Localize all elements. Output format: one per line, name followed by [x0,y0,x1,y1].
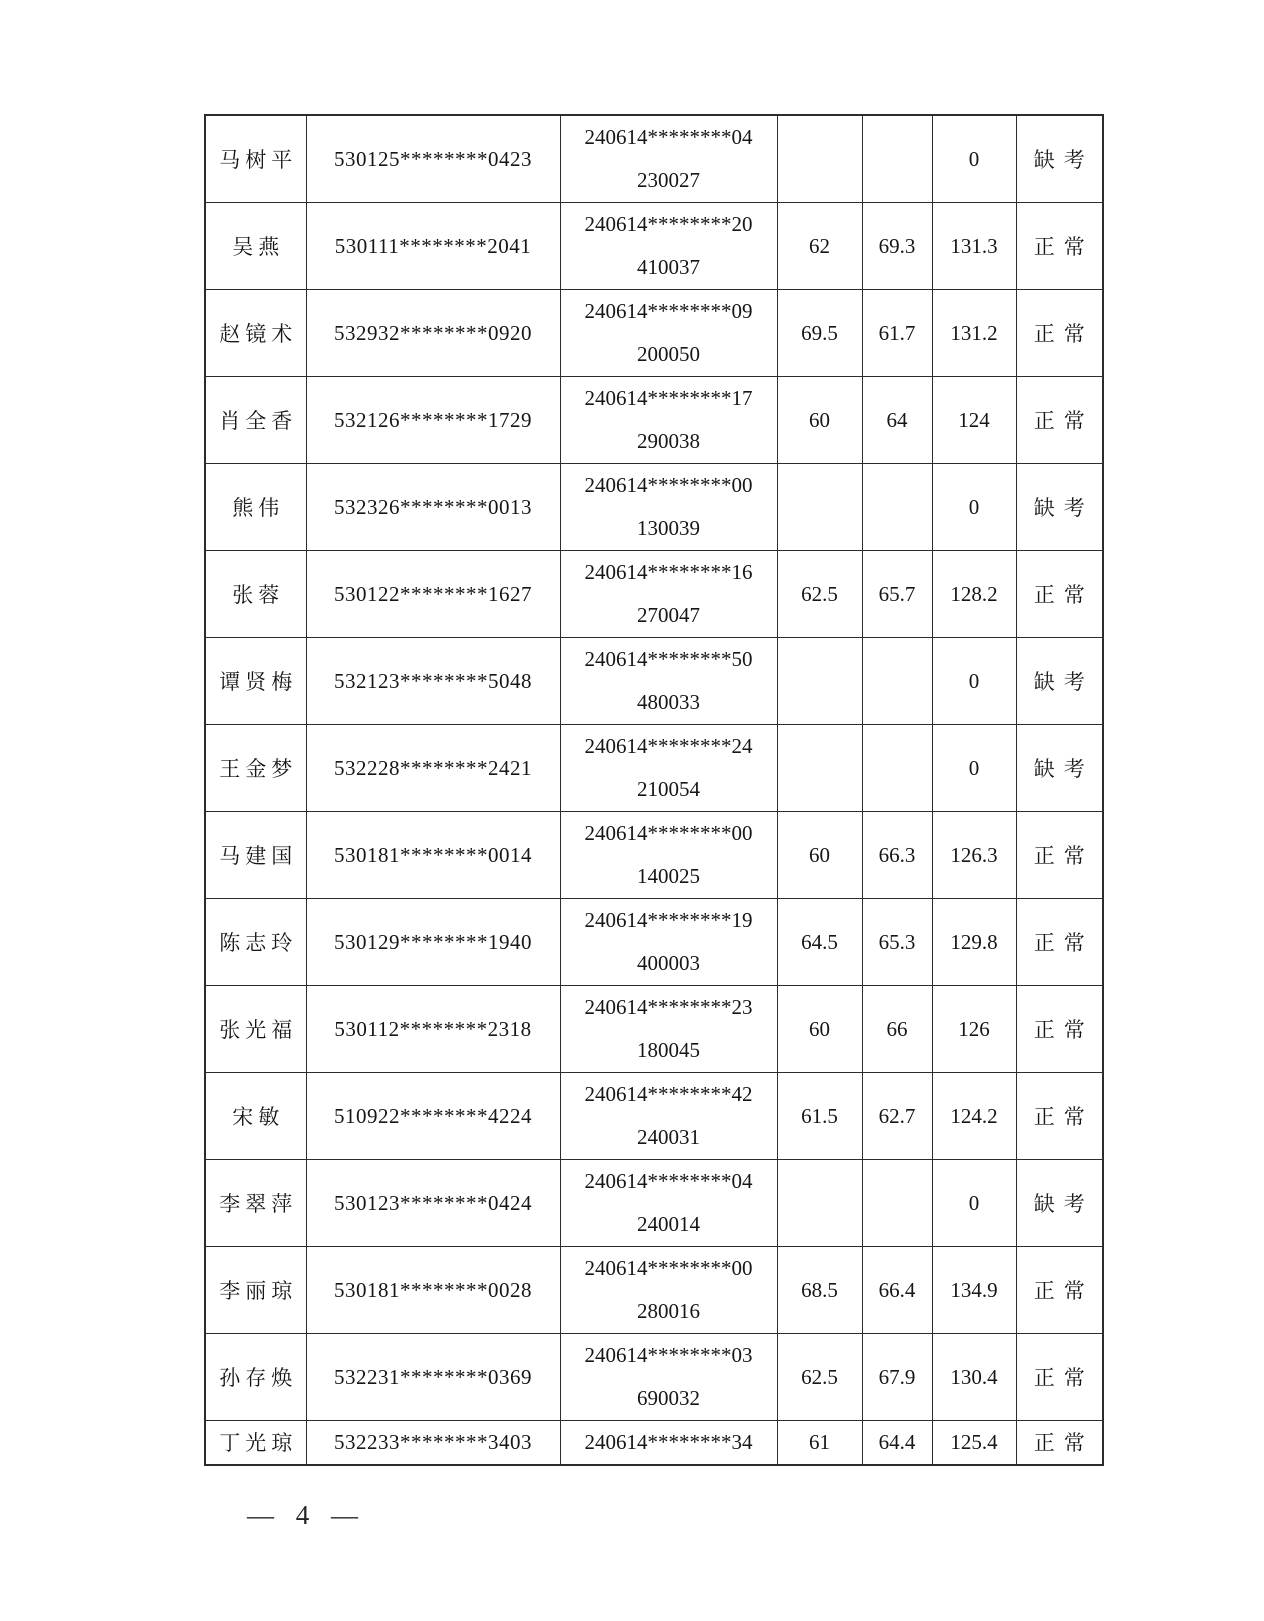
exam-number-lines [561,1430,777,1455]
interview-score-cell [862,638,932,725]
name-cell: 陈志玲 [205,899,306,986]
exam-number-line2: 140025 [637,864,700,888]
id-number-cell: 530125********0423 [306,115,560,203]
written-score-cell [777,464,862,551]
status-cell: 正常 [1016,290,1103,377]
total-score-cell: 0 [932,725,1016,812]
written-score-cell [777,725,862,812]
written-score-cell: 68.5 [777,1247,862,1334]
exam-number-line2: 280016 [637,1299,700,1323]
written-score-cell [777,638,862,725]
status-cell: 正常 [1016,377,1103,464]
name-cell: 李翠萍 [205,1160,306,1247]
exam-number-lines [561,377,777,463]
written-score-cell: 60 [777,986,862,1073]
exam-number-lines [561,464,777,550]
exam-number-line1: 240614********00 [584,1256,753,1280]
exam-number-line2: 230027 [637,168,700,192]
exam-number-line2: 290038 [637,429,700,453]
written-score-cell: 61.5 [777,1073,862,1160]
exam-number-lines [561,986,777,1072]
exam-number-line2: 400003 [637,951,700,975]
id-number-cell: 532123********5048 [306,638,560,725]
total-score-cell: 126.3 [932,812,1016,899]
status-cell: 缺考 [1016,464,1103,551]
interview-score-cell: 66.3 [862,812,932,899]
exam-number-line1: 240614********16 [584,560,753,584]
total-score-cell: 124 [932,377,1016,464]
exam-number-line1: 240614********42 [584,1082,753,1106]
status-cell: 正常 [1016,1334,1103,1421]
exam-number-cell [560,899,777,986]
exam-number-cell [560,1160,777,1247]
total-score-cell: 0 [932,1160,1016,1247]
exam-number-line1: 240614********50 [584,647,753,671]
exam-results-table [204,114,1104,1466]
name-cell: 熊伟 [205,464,306,551]
exam-number-line1: 240614********17 [584,386,753,410]
exam-number-line2: 240031 [637,1125,700,1149]
exam-number-line1: 240614********00 [584,473,753,497]
id-number-cell: 530181********0028 [306,1247,560,1334]
exam-number-cell [560,1247,777,1334]
total-score-cell: 131.3 [932,203,1016,290]
exam-number-cell [560,551,777,638]
id-number-cell: 532228********2421 [306,725,560,812]
exam-number-line2: 690032 [637,1386,700,1410]
table-row [205,203,1103,290]
exam-number-line2: 180045 [637,1038,700,1062]
id-number-cell: 530129********1940 [306,899,560,986]
exam-number-lines [561,1334,777,1420]
total-score-cell: 0 [932,464,1016,551]
page-number: — 4 — [247,1500,358,1530]
status-cell: 缺考 [1016,115,1103,203]
name-cell: 宋敏 [205,1073,306,1160]
status-cell: 正常 [1016,203,1103,290]
status-cell: 正常 [1016,812,1103,899]
status-cell: 正常 [1016,1073,1103,1160]
interview-score-cell: 64 [862,377,932,464]
exam-number-lines [561,1247,777,1333]
id-number-cell: 532231********0369 [306,1334,560,1421]
name-cell: 马树平 [205,115,306,203]
written-score-cell: 60 [777,377,862,464]
status-cell: 正常 [1016,1421,1103,1465]
written-score-cell: 69.5 [777,290,862,377]
table-row [205,1073,1103,1160]
status-cell: 正常 [1016,551,1103,638]
exam-number-lines [561,116,777,202]
total-score-cell: 129.8 [932,899,1016,986]
exam-number-lines [561,899,777,985]
id-number-cell: 532233********3403 [306,1421,560,1465]
interview-score-cell: 65.3 [862,899,932,986]
exam-number-line1: 240614********04 [584,125,753,149]
exam-number-cell [560,812,777,899]
exam-number-cell [560,1073,777,1160]
exam-number-line2: 480033 [637,690,700,714]
written-score-cell: 64.5 [777,899,862,986]
status-cell: 正常 [1016,1247,1103,1334]
exam-number-line1: 240614********09 [584,299,753,323]
id-number-cell: 530111********2041 [306,203,560,290]
exam-number-lines [561,638,777,724]
exam-number-cell [560,203,777,290]
exam-number-lines [561,551,777,637]
status-cell: 正常 [1016,986,1103,1073]
exam-number-lines [561,203,777,289]
id-number-cell: 532932********0920 [306,290,560,377]
exam-number-line2: 240014 [637,1212,700,1236]
interview-score-cell: 65.7 [862,551,932,638]
table-row [205,551,1103,638]
name-cell: 李丽琼 [205,1247,306,1334]
table-row [205,1160,1103,1247]
exam-number-cell [560,986,777,1073]
id-number-cell: 530112********2318 [306,986,560,1073]
name-cell: 马建国 [205,812,306,899]
written-score-cell: 62.5 [777,1334,862,1421]
total-score-cell: 134.9 [932,1247,1016,1334]
name-cell: 张光福 [205,986,306,1073]
interview-score-cell [862,1160,932,1247]
exam-number-line1: 240614********00 [584,821,753,845]
written-score-cell: 62 [777,203,862,290]
exam-number-cell [560,1334,777,1421]
exam-number-line1: 240614********20 [584,212,753,236]
name-cell: 王金梦 [205,725,306,812]
results-table-body [205,115,1103,1465]
written-score-cell: 62.5 [777,551,862,638]
id-number-cell: 510922********4224 [306,1073,560,1160]
interview-score-cell [862,115,932,203]
table-row [205,464,1103,551]
interview-score-cell: 69.3 [862,203,932,290]
status-cell: 缺考 [1016,1160,1103,1247]
status-cell: 正常 [1016,899,1103,986]
total-score-cell: 125.4 [932,1421,1016,1465]
total-score-cell: 131.2 [932,290,1016,377]
exam-number-lines [561,1073,777,1159]
table-row [205,899,1103,986]
total-score-cell: 128.2 [932,551,1016,638]
exam-number-lines [561,725,777,811]
table-row [205,1421,1103,1465]
exam-number-cell [560,290,777,377]
id-number-cell: 532326********0013 [306,464,560,551]
exam-number-line1: 240614********19 [584,908,753,932]
total-score-cell: 126 [932,986,1016,1073]
exam-number-line2: 410037 [637,255,700,279]
id-number-cell: 530181********0014 [306,812,560,899]
interview-score-cell: 66 [862,986,932,1073]
written-score-cell [777,115,862,203]
total-score-cell: 0 [932,638,1016,725]
exam-number-line1: 240614********34 [584,1429,753,1454]
interview-score-cell [862,725,932,812]
table-row [205,725,1103,812]
exam-number-cell [560,1421,777,1465]
exam-number-cell [560,377,777,464]
name-cell: 张蓉 [205,551,306,638]
table-row [205,986,1103,1073]
written-score-cell [777,1160,862,1247]
table-row [205,1247,1103,1334]
name-cell: 肖全香 [205,377,306,464]
total-score-cell: 124.2 [932,1073,1016,1160]
name-cell: 丁光琼 [205,1421,306,1465]
exam-number-line1: 240614********24 [584,734,753,758]
name-cell: 谭贤梅 [205,638,306,725]
interview-score-cell: 66.4 [862,1247,932,1334]
id-number-cell: 530123********0424 [306,1160,560,1247]
exam-number-cell [560,464,777,551]
table-row [205,812,1103,899]
exam-number-line2: 200050 [637,342,700,366]
written-score-cell: 60 [777,812,862,899]
exam-number-line2: 130039 [637,516,700,540]
written-score-cell: 61 [777,1421,862,1465]
interview-score-cell: 67.9 [862,1334,932,1421]
exam-number-cell [560,638,777,725]
name-cell: 孙存焕 [205,1334,306,1421]
name-cell: 吴燕 [205,203,306,290]
table-row [205,377,1103,464]
table-row [205,115,1103,203]
interview-score-cell: 61.7 [862,290,932,377]
table-row [205,638,1103,725]
status-cell: 缺考 [1016,638,1103,725]
table-row [205,290,1103,377]
exam-number-line2: 270047 [637,603,700,627]
exam-number-cell [560,725,777,812]
exam-number-line2: 210054 [637,777,700,801]
table-row [205,1334,1103,1421]
interview-score-cell: 62.7 [862,1073,932,1160]
exam-number-line1: 240614********04 [584,1169,753,1193]
interview-score-cell [862,464,932,551]
exam-number-lines [561,812,777,898]
exam-number-lines [561,1160,777,1246]
exam-number-cell [560,115,777,203]
exam-number-line1: 240614********23 [584,995,753,1019]
id-number-cell: 532126********1729 [306,377,560,464]
name-cell: 赵镜术 [205,290,306,377]
total-score-cell: 130.4 [932,1334,1016,1421]
id-number-cell: 530122********1627 [306,551,560,638]
total-score-cell: 0 [932,115,1016,203]
status-cell: 缺考 [1016,725,1103,812]
exam-number-lines [561,290,777,376]
exam-number-line1: 240614********03 [584,1343,753,1367]
interview-score-cell: 64.4 [862,1421,932,1465]
